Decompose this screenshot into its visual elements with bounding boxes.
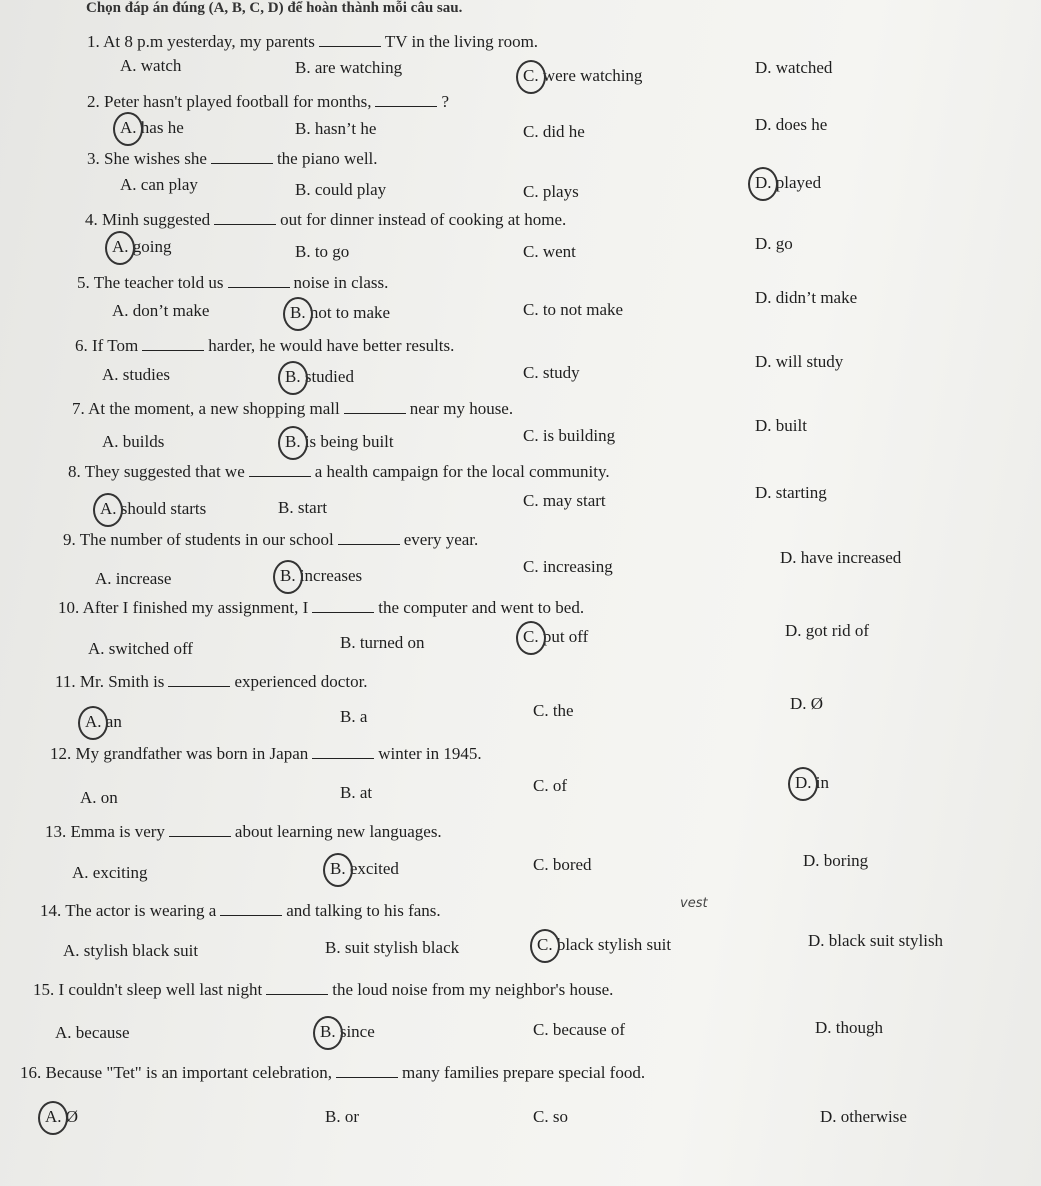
answer-blank[interactable] [336, 1063, 398, 1078]
question-number: 4. [85, 210, 102, 229]
question-text-after: experienced doctor. [234, 672, 368, 691]
question-15-option-b[interactable]: B. since [320, 1022, 375, 1041]
question-10-option-b[interactable]: B. turned on [340, 633, 425, 652]
question-5-stem [77, 273, 388, 293]
answer-blank[interactable] [375, 92, 437, 107]
question-16-option-a[interactable]: A. Ø [45, 1107, 79, 1126]
question-4-stem [85, 210, 566, 230]
question-16-option-b[interactable]: B. or [325, 1107, 359, 1126]
question-number: 7. [72, 399, 89, 418]
question-number: 12. [50, 744, 76, 763]
question-3-option-a[interactable]: A. can play [120, 175, 198, 194]
question-8-option-b[interactable]: B. start [278, 498, 328, 517]
question-number: 13. [45, 822, 71, 841]
question-9-option-a[interactable]: A. increase [95, 569, 172, 588]
question-1-stem [87, 32, 538, 52]
question-2-option-a[interactable]: A. has he [120, 118, 184, 137]
question-5-option-d[interactable]: D. didn’t make [755, 288, 858, 307]
answer-blank[interactable] [312, 744, 374, 759]
question-15-option-c[interactable]: C. because of [533, 1020, 626, 1039]
answer-blank[interactable] [169, 822, 231, 837]
answer-blank[interactable] [211, 149, 273, 164]
question-text-before: Minh suggested [102, 210, 211, 229]
question-10-option-d[interactable]: D. got rid of [785, 621, 870, 640]
question-text-before: I couldn't sleep well last night [58, 980, 263, 999]
answer-blank[interactable] [319, 32, 381, 47]
question-text-before: Because "Tet" is an important celebration, [45, 1063, 332, 1082]
question-text-after: about learning new languages. [234, 822, 442, 841]
answer-blank[interactable] [338, 530, 400, 545]
question-text-after: the loud noise from my neighbor's house. [332, 980, 614, 999]
question-12-stem [50, 744, 482, 764]
question-4-option-b[interactable]: B. to go [295, 242, 350, 261]
question-number: 2. [87, 92, 104, 111]
question-text-before: Peter hasn't played football for months, [104, 92, 372, 111]
question-9-option-c[interactable]: C. increasing [523, 557, 613, 576]
question-2-option-b[interactable]: B. hasn’t he [295, 119, 377, 138]
question-text-after: a health campaign for the local community. [314, 462, 610, 481]
question-9-stem [63, 530, 478, 550]
question-14-option-c[interactable]: C. black stylish suit [537, 935, 672, 954]
question-number: 6. [75, 336, 92, 355]
question-5-option-a[interactable]: A. don’t make [112, 301, 210, 320]
question-8-option-d[interactable]: D. starting [755, 483, 827, 502]
question-text-before: My grandfather was born in Japan [75, 744, 309, 763]
question-5-option-c[interactable]: C. to not make [523, 300, 624, 319]
question-number: 10. [58, 598, 83, 617]
question-text-after: every year. [403, 530, 479, 549]
question-10-stem [58, 598, 584, 618]
question-text-after: ? [441, 92, 449, 111]
question-12-option-c[interactable]: C. of [533, 776, 567, 795]
question-6-option-c[interactable]: C. study [523, 363, 580, 382]
answer-blank[interactable] [344, 399, 406, 414]
question-text-after: harder, he would have better results. [208, 336, 455, 355]
question-3-option-d[interactable]: D. played [755, 173, 822, 192]
answer-blank[interactable] [142, 336, 204, 351]
question-7-option-b[interactable]: B. is being built [285, 432, 394, 451]
question-13-option-c[interactable]: C. bored [533, 855, 592, 874]
question-6-option-d[interactable]: D. will study [755, 352, 844, 371]
question-7-option-c[interactable]: C. is building [523, 426, 616, 445]
handwritten-note: vest [680, 896, 708, 911]
question-number: 14. [40, 901, 66, 920]
question-13-option-d[interactable]: D. boring [803, 851, 869, 870]
question-7-option-a[interactable]: A. builds [102, 432, 165, 451]
question-14-option-d[interactable]: D. black suit stylish [808, 931, 944, 950]
question-number: 3. [87, 149, 104, 168]
question-text-after: winter in 1945. [378, 744, 482, 763]
question-text-before: At 8 p.m yesterday, my parents [103, 32, 315, 51]
question-2-option-c[interactable]: C. did he [523, 122, 585, 141]
question-16-option-c[interactable]: C. so [533, 1107, 568, 1126]
question-14-option-b[interactable]: B. suit stylish black [325, 938, 460, 957]
answer-blank[interactable] [168, 672, 230, 687]
question-5-option-b[interactable]: B. not to make [290, 303, 391, 322]
question-text-before: If Tom [92, 336, 139, 355]
question-number: 8. [68, 462, 85, 481]
question-9-option-d[interactable]: D. have increased [780, 548, 902, 567]
question-text-after: many families prepare special food. [401, 1063, 646, 1082]
question-text-before: They suggested that we [84, 462, 245, 481]
question-13-option-a[interactable]: A. exciting [72, 863, 148, 882]
question-text-after: the computer and went to bed. [378, 598, 585, 617]
question-11-stem [55, 672, 368, 692]
question-10-option-a[interactable]: A. switched off [88, 639, 193, 658]
question-15-option-a[interactable]: A. because [55, 1023, 130, 1042]
question-text-before: At the moment, a new shopping mall [88, 399, 340, 418]
question-text-after: out for dinner instead of cooking at home. [280, 210, 567, 229]
question-number: 9. [63, 530, 80, 549]
question-4-option-d[interactable]: D. go [755, 234, 793, 253]
question-8-option-a[interactable]: A. should starts [100, 499, 207, 518]
question-text-before: The actor is wearing a [65, 901, 217, 920]
question-number: 11. [55, 672, 80, 691]
question-1-option-d[interactable]: D. watched [755, 58, 833, 77]
question-12-option-b[interactable]: B. at [340, 783, 373, 802]
question-text-before: The teacher told us [93, 273, 224, 292]
question-15-option-d[interactable]: D. though [815, 1018, 883, 1037]
question-8-stem [68, 462, 610, 482]
question-text-before: After I finished my assignment, I [82, 598, 309, 617]
question-number: 16. [20, 1063, 46, 1082]
answer-blank[interactable] [220, 901, 282, 916]
question-text-before: Mr. Smith is [79, 672, 165, 691]
answer-blank[interactable] [249, 462, 311, 477]
question-number: 1. [87, 32, 104, 51]
question-6-stem [75, 336, 454, 356]
question-12-option-d[interactable]: D. in [795, 773, 829, 792]
question-16-option-d[interactable]: D. otherwise [820, 1107, 907, 1126]
question-11-option-b[interactable]: B. a [340, 707, 368, 726]
question-text-before: The number of students in our school [79, 530, 334, 549]
question-7-option-d[interactable]: D. built [755, 416, 807, 435]
question-13-option-b[interactable]: B. excited [330, 859, 399, 878]
question-7-stem [72, 399, 513, 419]
question-text-before: Emma is very [70, 822, 165, 841]
question-12-option-a[interactable]: A. on [80, 788, 118, 807]
answer-blank[interactable] [312, 598, 374, 613]
question-16-stem [20, 1063, 645, 1083]
question-11-option-d[interactable]: D. Ø [790, 694, 824, 713]
question-4-option-c[interactable]: C. went [523, 242, 576, 261]
question-11-option-c[interactable]: C. the [533, 701, 574, 720]
question-13-stem [45, 822, 442, 842]
answer-blank[interactable] [214, 210, 276, 225]
question-14-option-a[interactable]: A. stylish black suit [63, 941, 199, 960]
question-1-option-a[interactable]: A. watch [120, 56, 182, 75]
instruction-header: Chọn đáp án đúng (A, B, C, D) để hoàn thành mỗi câu sau. [86, 0, 463, 16]
question-8-option-c[interactable]: C. may start [523, 491, 606, 510]
answer-blank[interactable] [266, 980, 328, 995]
question-text-after: near my house. [409, 399, 514, 418]
question-2-option-d[interactable]: D. does he [755, 115, 828, 134]
question-6-option-a[interactable]: A. studies [102, 365, 170, 384]
question-number: 15. [33, 980, 59, 999]
question-text-after: the piano well. [276, 149, 378, 168]
question-3-option-c[interactable]: C. plays [523, 182, 579, 201]
question-2-stem [87, 92, 449, 112]
question-4-option-a[interactable]: A. going [112, 237, 172, 256]
question-text-after: noise in class. [293, 273, 389, 292]
answer-blank[interactable] [228, 273, 290, 288]
question-15-stem [33, 980, 613, 1000]
question-10-option-c[interactable]: C. put off [523, 627, 589, 646]
question-6-option-b[interactable]: B. studied [285, 367, 354, 386]
question-text-after: TV in the living room. [384, 32, 539, 51]
question-3-stem [87, 149, 378, 169]
question-text-after: and talking to his fans. [286, 901, 441, 920]
question-text-before: She wishes she [104, 149, 207, 168]
question-14-stem [40, 901, 441, 921]
question-1-option-c[interactable]: C. were watching [523, 66, 643, 85]
question-9-option-b[interactable]: B. increases [280, 566, 363, 585]
question-number: 5. [77, 273, 94, 292]
question-11-option-a[interactable]: A. an [85, 712, 122, 731]
question-3-option-b[interactable]: B. could play [295, 180, 387, 199]
question-1-option-b[interactable]: B. are watching [295, 58, 403, 77]
